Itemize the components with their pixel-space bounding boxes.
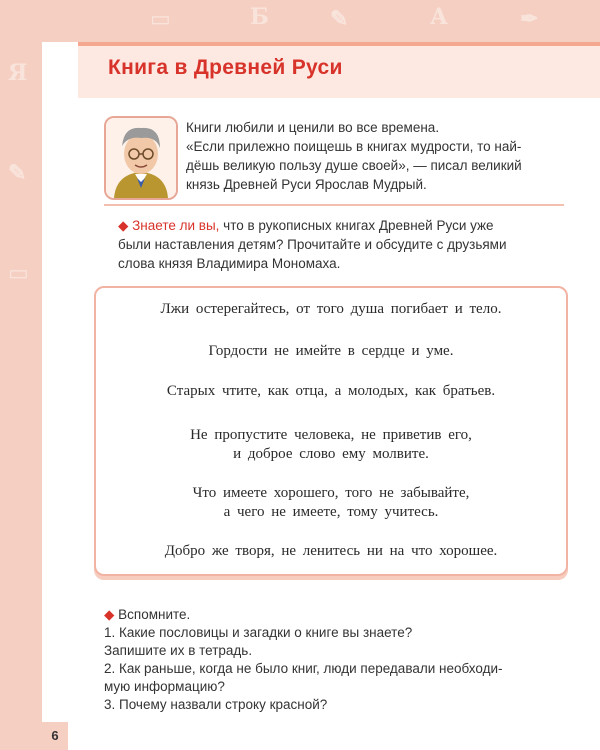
question-line: 1. Какие пословицы и загадки о книге вы знаете? <box>104 625 413 640</box>
pencil-doodle-icon: ✎ <box>8 160 27 186</box>
did-you-know-text: что в рукописных книгах Древней Руси уже <box>219 218 494 233</box>
did-you-know-block <box>118 216 568 273</box>
did-you-know-lead: Знаете ли вы, <box>132 218 220 233</box>
intro-text <box>186 118 566 194</box>
intro-line: «Если прилежно поищешь в книгах мудрости, то най- <box>186 139 522 154</box>
quote-line: Добро же творя, не ленитесь ни на что хорошее. <box>164 543 498 559</box>
remember-heading-line <box>104 606 574 624</box>
title-bar <box>78 42 600 98</box>
quote-line: а чего не имеете, тому учитесь. <box>223 504 439 520</box>
did-you-know-line3: слова князя Владимира Мономаха. <box>118 256 341 271</box>
page-number: 6 <box>42 722 68 750</box>
narrator-portrait-icon <box>106 118 176 198</box>
question-line: Запишите их в тетрадь. <box>104 643 253 658</box>
narrator-avatar <box>104 116 178 200</box>
quote-line: и доброе слово ему молвите. <box>233 446 429 462</box>
did-you-know-line2: были наставления детям? Прочитайте и обсудите с друзьями <box>118 237 507 252</box>
book-doodle-icon: ▭ <box>150 6 171 32</box>
page-title: Книга в Древней Руси <box>108 56 343 79</box>
question-line: 3. Почему назвали строку красной? <box>104 697 328 712</box>
letter-ya-doodle-icon: Я <box>8 60 28 86</box>
quote-line: Гордости не имейте в сердце и уме. <box>208 343 454 359</box>
top-decor-band <box>0 0 600 42</box>
letter-b-doodle-icon: Б <box>250 4 269 30</box>
intro-line: Книги любили и ценили во все времена. <box>186 120 440 135</box>
remember-heading: Вспомните. <box>118 607 191 622</box>
question-line: 2. Как раньше, когда не было книг, люди передавали необходи- <box>104 661 503 676</box>
quote-line: Лжи остерегайтесь, от того душа погибает и тело. <box>160 301 502 317</box>
remember-block <box>104 606 574 714</box>
diamond-bullet-icon: ◆ <box>104 607 115 622</box>
pen-doodle-icon: ✎ <box>330 6 349 32</box>
quote-line: Не пропустите человека, не приветив его, <box>190 427 472 443</box>
did-you-know-line1 <box>118 216 568 235</box>
left-decor-strip <box>0 0 42 750</box>
question-line: мую информацию? <box>104 679 225 694</box>
monomakh-quotes-box <box>94 286 568 576</box>
letter-a-doodle-icon: А <box>430 4 448 30</box>
intro-line: дёшь великую пользу душе своей», — писал великий <box>186 158 522 173</box>
quote-line: Старых чтите, как отца, а молодых, как братьев. <box>166 383 496 399</box>
quote-line: Что имеете хорошего, того не забывайте, <box>192 485 470 501</box>
book-side-doodle-icon: ▭ <box>8 260 29 286</box>
diamond-bullet-icon: ◆ <box>118 218 129 233</box>
quill-doodle-icon: ✒ <box>520 6 539 32</box>
intro-divider <box>104 204 564 206</box>
intro-line: князь Древней Руси Ярослав Мудрый. <box>186 177 427 192</box>
